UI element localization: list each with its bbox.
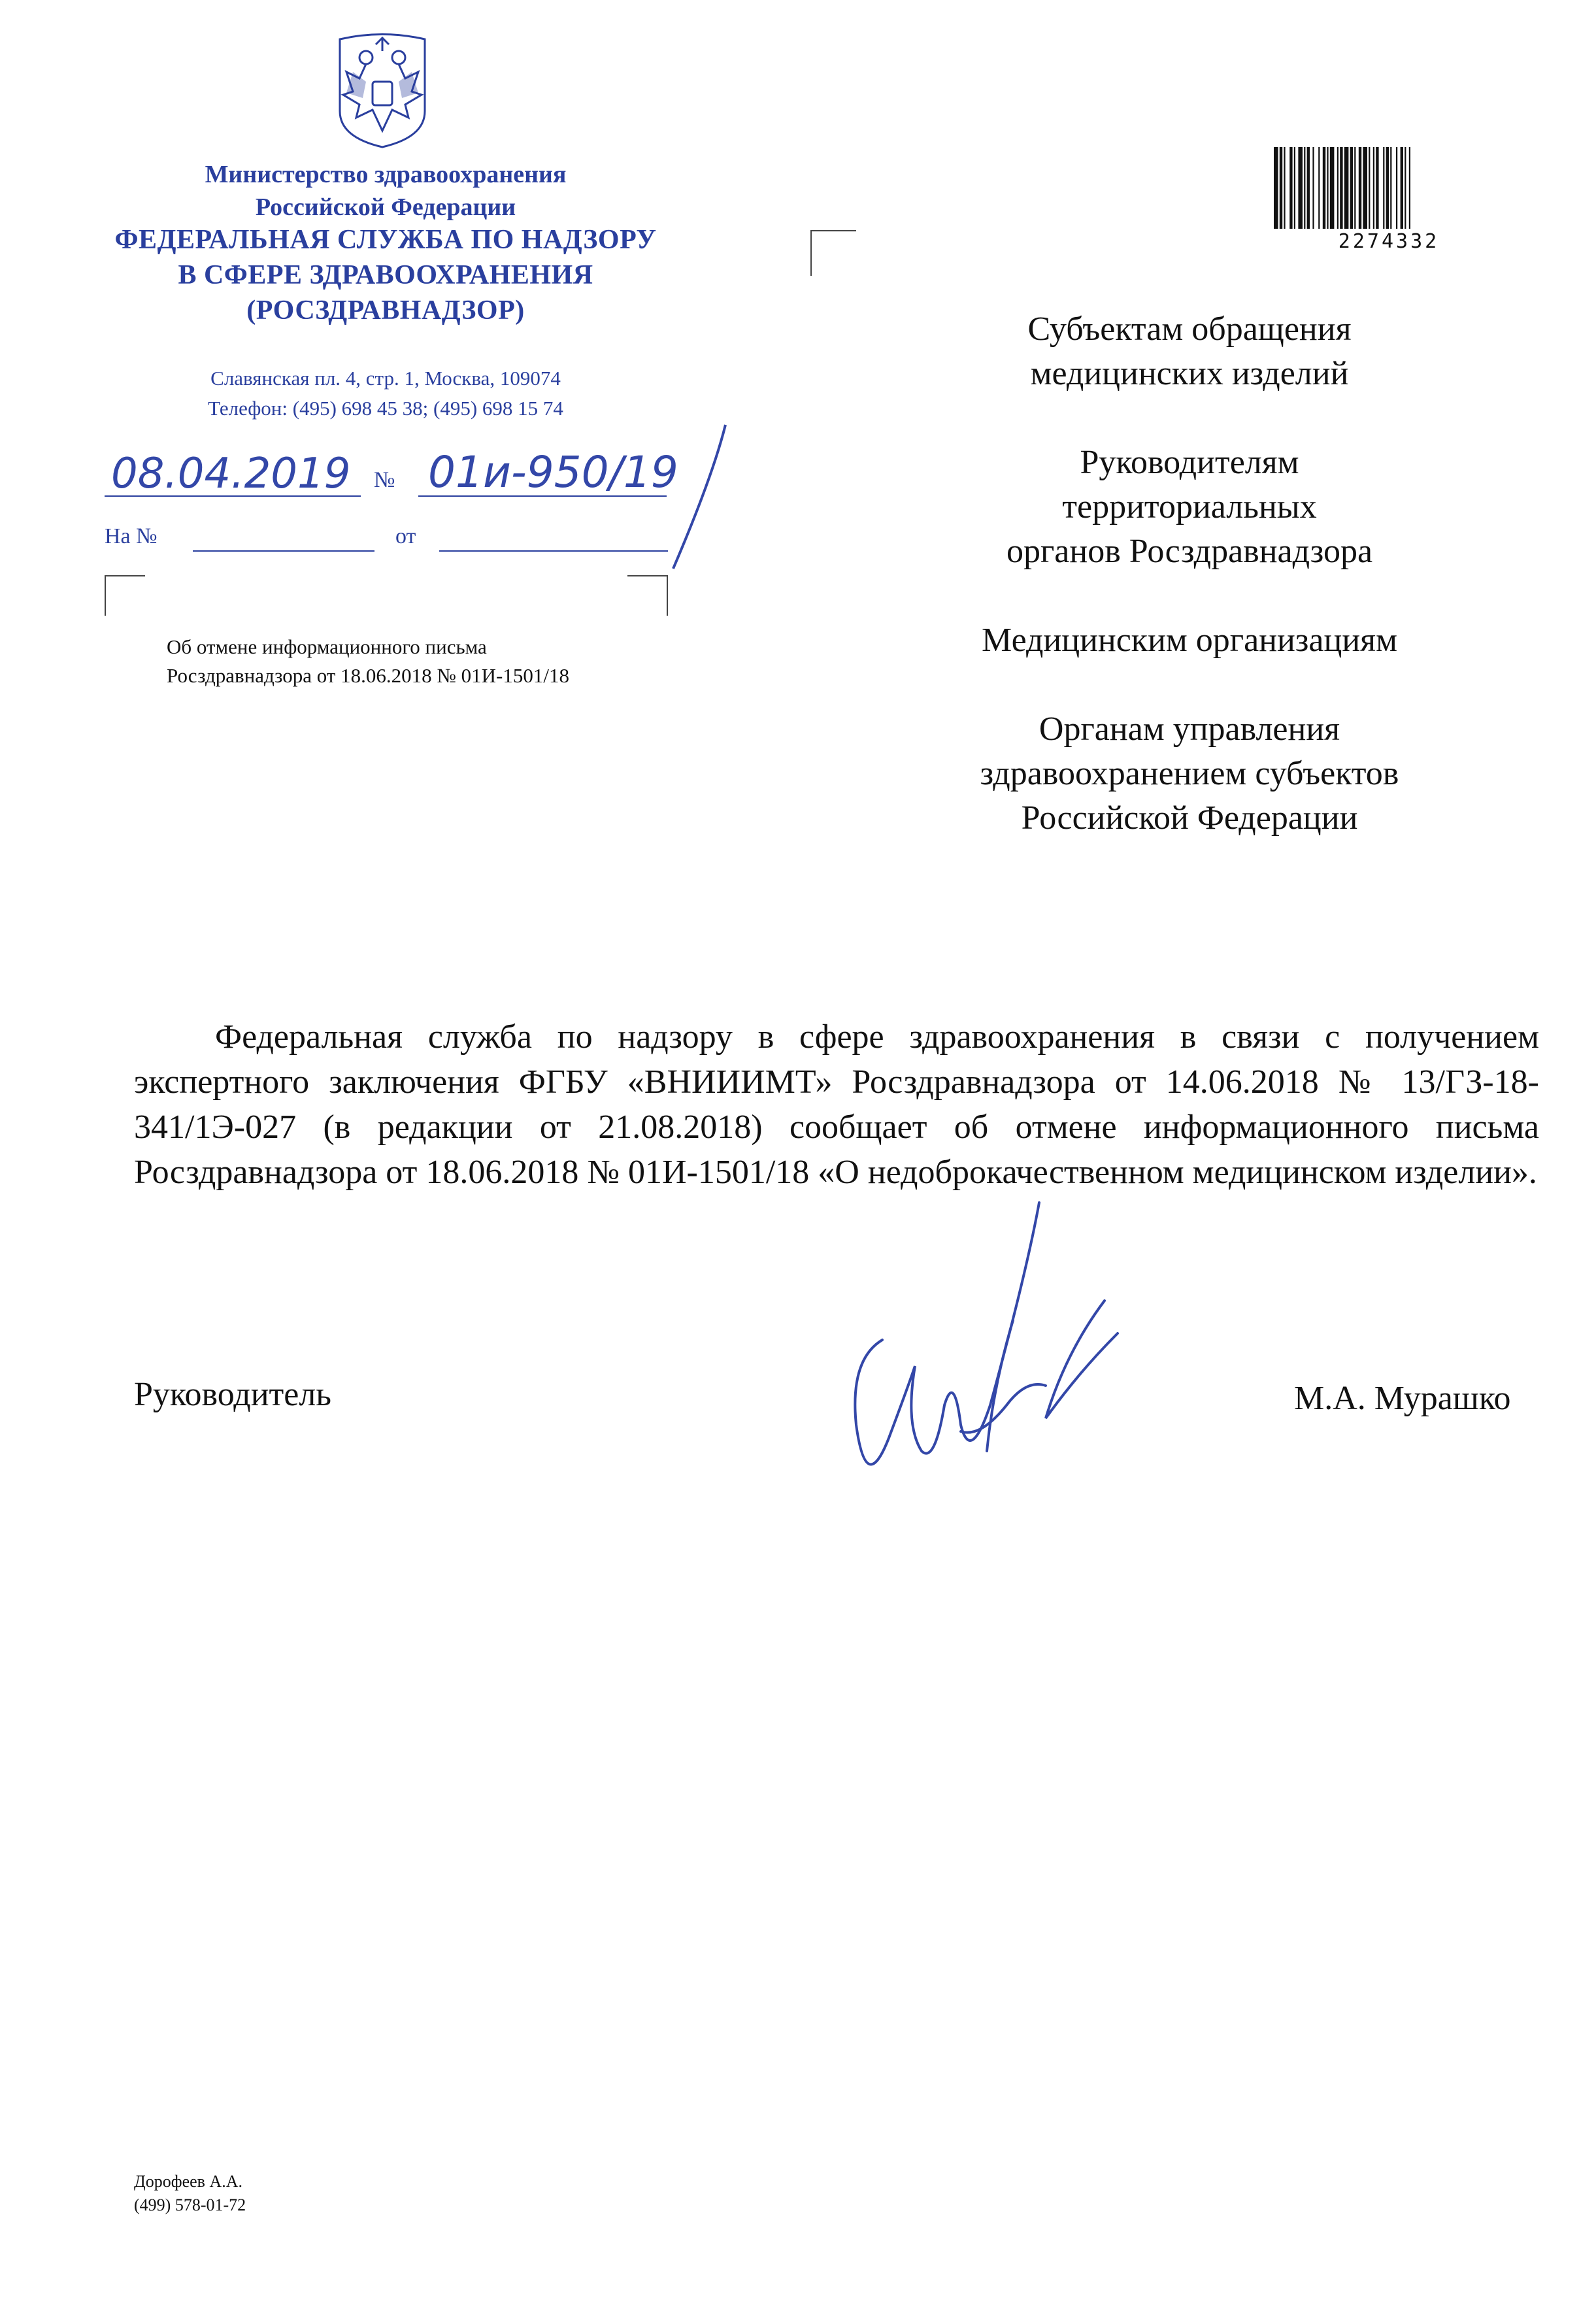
barcode-bar <box>1344 147 1349 229</box>
recipient-line: Органам управления <box>1039 710 1340 748</box>
registration-date: 08.04.2019 <box>111 450 351 498</box>
service-line-3: (РОСЗДРАВНАДЗОР) <box>246 295 525 325</box>
recipient-line: Российской Федерации <box>1021 799 1358 837</box>
recipients-block <box>915 307 1464 841</box>
letter-subject <box>167 633 755 690</box>
subject-line-2: Росздравнадзора от 18.06.2018 № 01И-1501/18 <box>167 664 569 687</box>
barcode-bar <box>1363 147 1367 229</box>
executor-phone: (499) 578-01-72 <box>134 2195 246 2214</box>
recipient-line: Субъектам обращения <box>1027 310 1352 348</box>
reply-number-line <box>193 550 374 552</box>
handwritten-slash-mark <box>660 418 732 575</box>
barcode-bar <box>1327 147 1328 229</box>
recipient-line: органов Росздравнадзора <box>1006 533 1373 570</box>
recipient-line: здравоохранением субъектов <box>980 755 1399 792</box>
barcode-bar <box>1401 147 1403 229</box>
registration-number: 01и-950/19 <box>428 447 678 497</box>
signatory-name: М.А. Мурашко <box>1294 1380 1511 1417</box>
service-line-2: В СФЕРЕ ЗДРАВООХРАНЕНИЯ <box>178 260 593 290</box>
phone: Телефон: (495) 698 45 38; (495) 698 15 74 <box>208 397 563 420</box>
barcode-bar <box>1312 147 1314 229</box>
barcode-bar <box>1323 147 1325 229</box>
recipient-line: медицинских изделий <box>1030 355 1349 392</box>
barcode-bar <box>1405 147 1406 229</box>
barcode-bar <box>1390 147 1391 229</box>
coat-of-arms-icon <box>327 33 438 150</box>
barcode-bar <box>1409 147 1410 229</box>
barcode-bar <box>1350 147 1353 229</box>
subject-line-1: Об отмене информационного письма <box>167 635 487 658</box>
handwritten-signature <box>830 1190 1144 1497</box>
ministry-name <box>105 158 667 224</box>
bracket-top-left <box>105 575 145 616</box>
barcode-bar <box>1284 147 1285 229</box>
bracket-top-right <box>627 575 668 616</box>
service-name <box>78 222 693 328</box>
letter-body: Федеральная служба по надзору в сфере здравоохранения в связи с получением экспертного заключения ФГБУ «ВНИИИМТ» Росздравнадзора от 14.06.2018 № 13/ГЗ-18-341/1Э-027 (в редакции от 21.08.2018) сообщает об отмене информационного письма Росздравнадзора от 18.06.2018 № 01И-1501/18 «О недоброкачественном медицинском изделии». <box>134 1018 1539 1191</box>
barcode-bar <box>1298 147 1303 229</box>
barcode-bar <box>1383 147 1384 229</box>
recipient-gap <box>915 396 1464 441</box>
barcode-bar <box>1294 147 1295 229</box>
barcode-bar <box>1386 147 1389 229</box>
executor-name: Дорофеев А.А. <box>134 2172 242 2191</box>
signatory-position: Руководитель <box>134 1376 331 1413</box>
reply-number-label: На № <box>105 524 158 548</box>
address-block <box>105 363 667 424</box>
recipient-gap <box>915 574 1464 618</box>
barcode-bar <box>1274 147 1278 229</box>
barcode <box>1271 147 1506 229</box>
reply-from-label: от <box>395 524 416 548</box>
recipient-line: Руководителям <box>1080 444 1299 481</box>
barcode-bar <box>1337 147 1338 229</box>
barcode-bar <box>1354 147 1355 229</box>
address: Славянская пл. 4, стр. 1, Москва, 109074 <box>210 367 561 390</box>
service-line-1: ФЕДЕРАЛЬНАЯ СЛУЖБА ПО НАДЗОРУ <box>114 225 657 255</box>
barcode-number: 2274332 <box>1338 230 1440 253</box>
executor-contact <box>134 2170 246 2217</box>
recipient-bracket <box>810 230 856 276</box>
reply-from-line <box>439 550 668 552</box>
number-label: № <box>374 468 395 492</box>
barcode-bar <box>1318 147 1320 229</box>
recipient-line: территориальных <box>1062 488 1317 525</box>
barcode-bar <box>1330 147 1335 229</box>
barcode-bar <box>1340 147 1342 229</box>
ministry-line-2: Российской Федерации <box>255 193 516 221</box>
barcode-bar <box>1376 147 1378 229</box>
recipient-gap <box>915 663 1464 707</box>
barcode-bar <box>1280 147 1282 229</box>
barcode-bar <box>1359 147 1361 229</box>
barcode-bar <box>1304 147 1305 229</box>
barcode-bar <box>1369 147 1370 229</box>
recipient-line: Медицинским организациям <box>982 622 1397 659</box>
ministry-line-1: Министерство здравоохранения <box>205 161 567 188</box>
barcode-bar <box>1289 147 1292 229</box>
barcode-bar <box>1396 147 1397 229</box>
barcode-bar <box>1373 147 1374 229</box>
barcode-bar <box>1307 147 1310 229</box>
